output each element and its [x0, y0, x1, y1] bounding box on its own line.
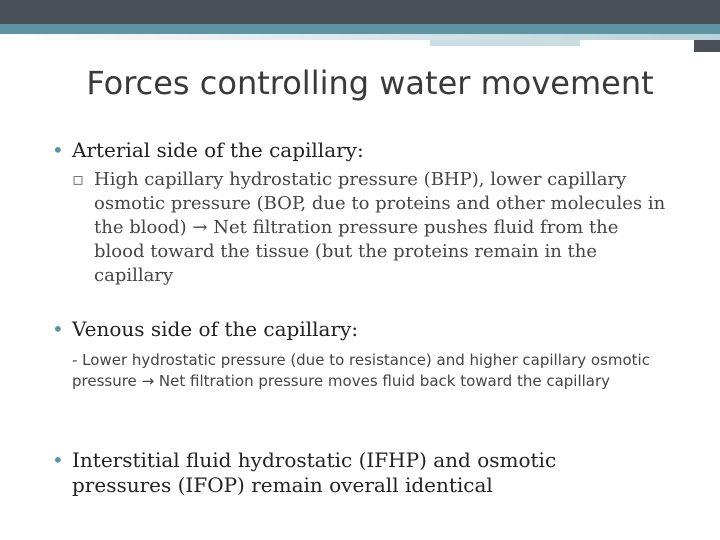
- bullet-marker-icon: •: [52, 448, 64, 472]
- sub-bullet-arterial: [72, 168, 672, 288]
- top-bar: [0, 0, 720, 24]
- right-arrow-icon: →: [192, 217, 208, 238]
- bullet-venous-text: Venous side of the capillary:: [72, 317, 359, 341]
- bullet-marker-icon: •: [52, 138, 64, 162]
- arterial-text-before-arrow: High capillary hydrostatic pressure (BHP), lower capillary osmotic pressure (BOP, due to proteins and other molecules in the blood): [94, 169, 666, 238]
- bullet-arterial-text: Arterial side of the capillary:: [72, 138, 364, 162]
- bullet-interstitial: [52, 448, 612, 498]
- right-arrow-icon: →: [141, 372, 155, 390]
- bullet-interstitial-text: Interstitial fluid hydrostatic (IFHP) and osmotic pressures (IFOP) remain overall identical: [72, 448, 557, 497]
- teal-accent-line: [0, 24, 720, 34]
- teal-underline: [430, 40, 580, 46]
- bullet-marker-icon: •: [52, 317, 64, 341]
- venous-text-before-arrow: - Lower hydrostatic pressure (due to resistance) and higher capillary osmotic pressure: [72, 351, 650, 390]
- slide-title: Forces controlling water movement: [86, 64, 654, 102]
- venous-text-after-arrow: Net filtration pressure moves fluid back toward the capillary: [154, 372, 611, 390]
- sub-bullet-marker-icon: ▫: [72, 169, 85, 190]
- venous-description: [72, 350, 692, 392]
- bullet-arterial: [52, 138, 692, 163]
- sub-bullet-arterial-text: [94, 168, 672, 288]
- bullet-venous: [52, 317, 692, 342]
- arterial-text-after-arrow: Net filtration pressure pushes fluid from the blood toward the tissue (but the proteins remain in the capillary: [94, 217, 619, 286]
- teal-fade-line: [0, 34, 720, 40]
